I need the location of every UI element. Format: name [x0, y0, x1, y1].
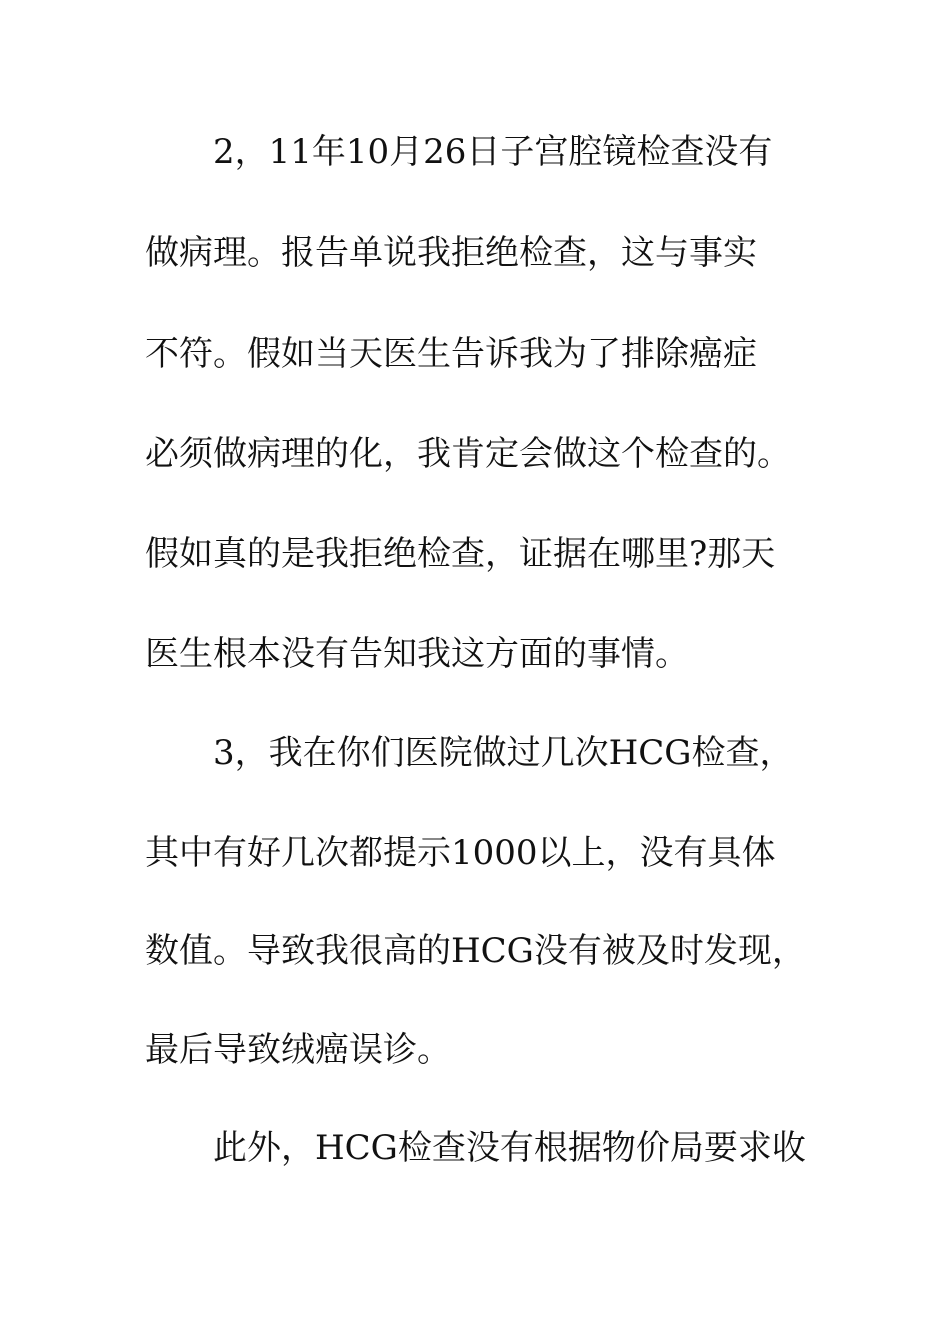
paragraph-line: 最后导致绒癌误诊。 [145, 1030, 451, 1070]
paragraph-line: 医生根本没有告知我这方面的事情。 [145, 634, 689, 674]
paragraph-line: 3，我在你们医院做过几次HCG检查， [213, 733, 794, 773]
paragraph-line: 数值。导致我很高的HCG没有被及时发现， [145, 931, 806, 971]
paragraph-line: 其中有好几次都提示1000以上，没有具体 [145, 833, 776, 873]
paragraph-line: 假如真的是我拒绝检查，证据在哪里?那天 [145, 534, 776, 574]
paragraph-line: 2，11年10月26日子宫腔镜检查没有 [213, 132, 773, 172]
paragraph-line: 此外，HCG检查没有根据物价局要求收 [213, 1128, 806, 1168]
paragraph-line: 做病理。报告单说我拒绝检查，这与事实 [145, 233, 757, 273]
paragraph-line: 必须做病理的化，我肯定会做这个检查的。 [145, 434, 791, 474]
paragraph-line: 不符。假如当天医生告诉我为了排除癌症 [145, 334, 757, 374]
